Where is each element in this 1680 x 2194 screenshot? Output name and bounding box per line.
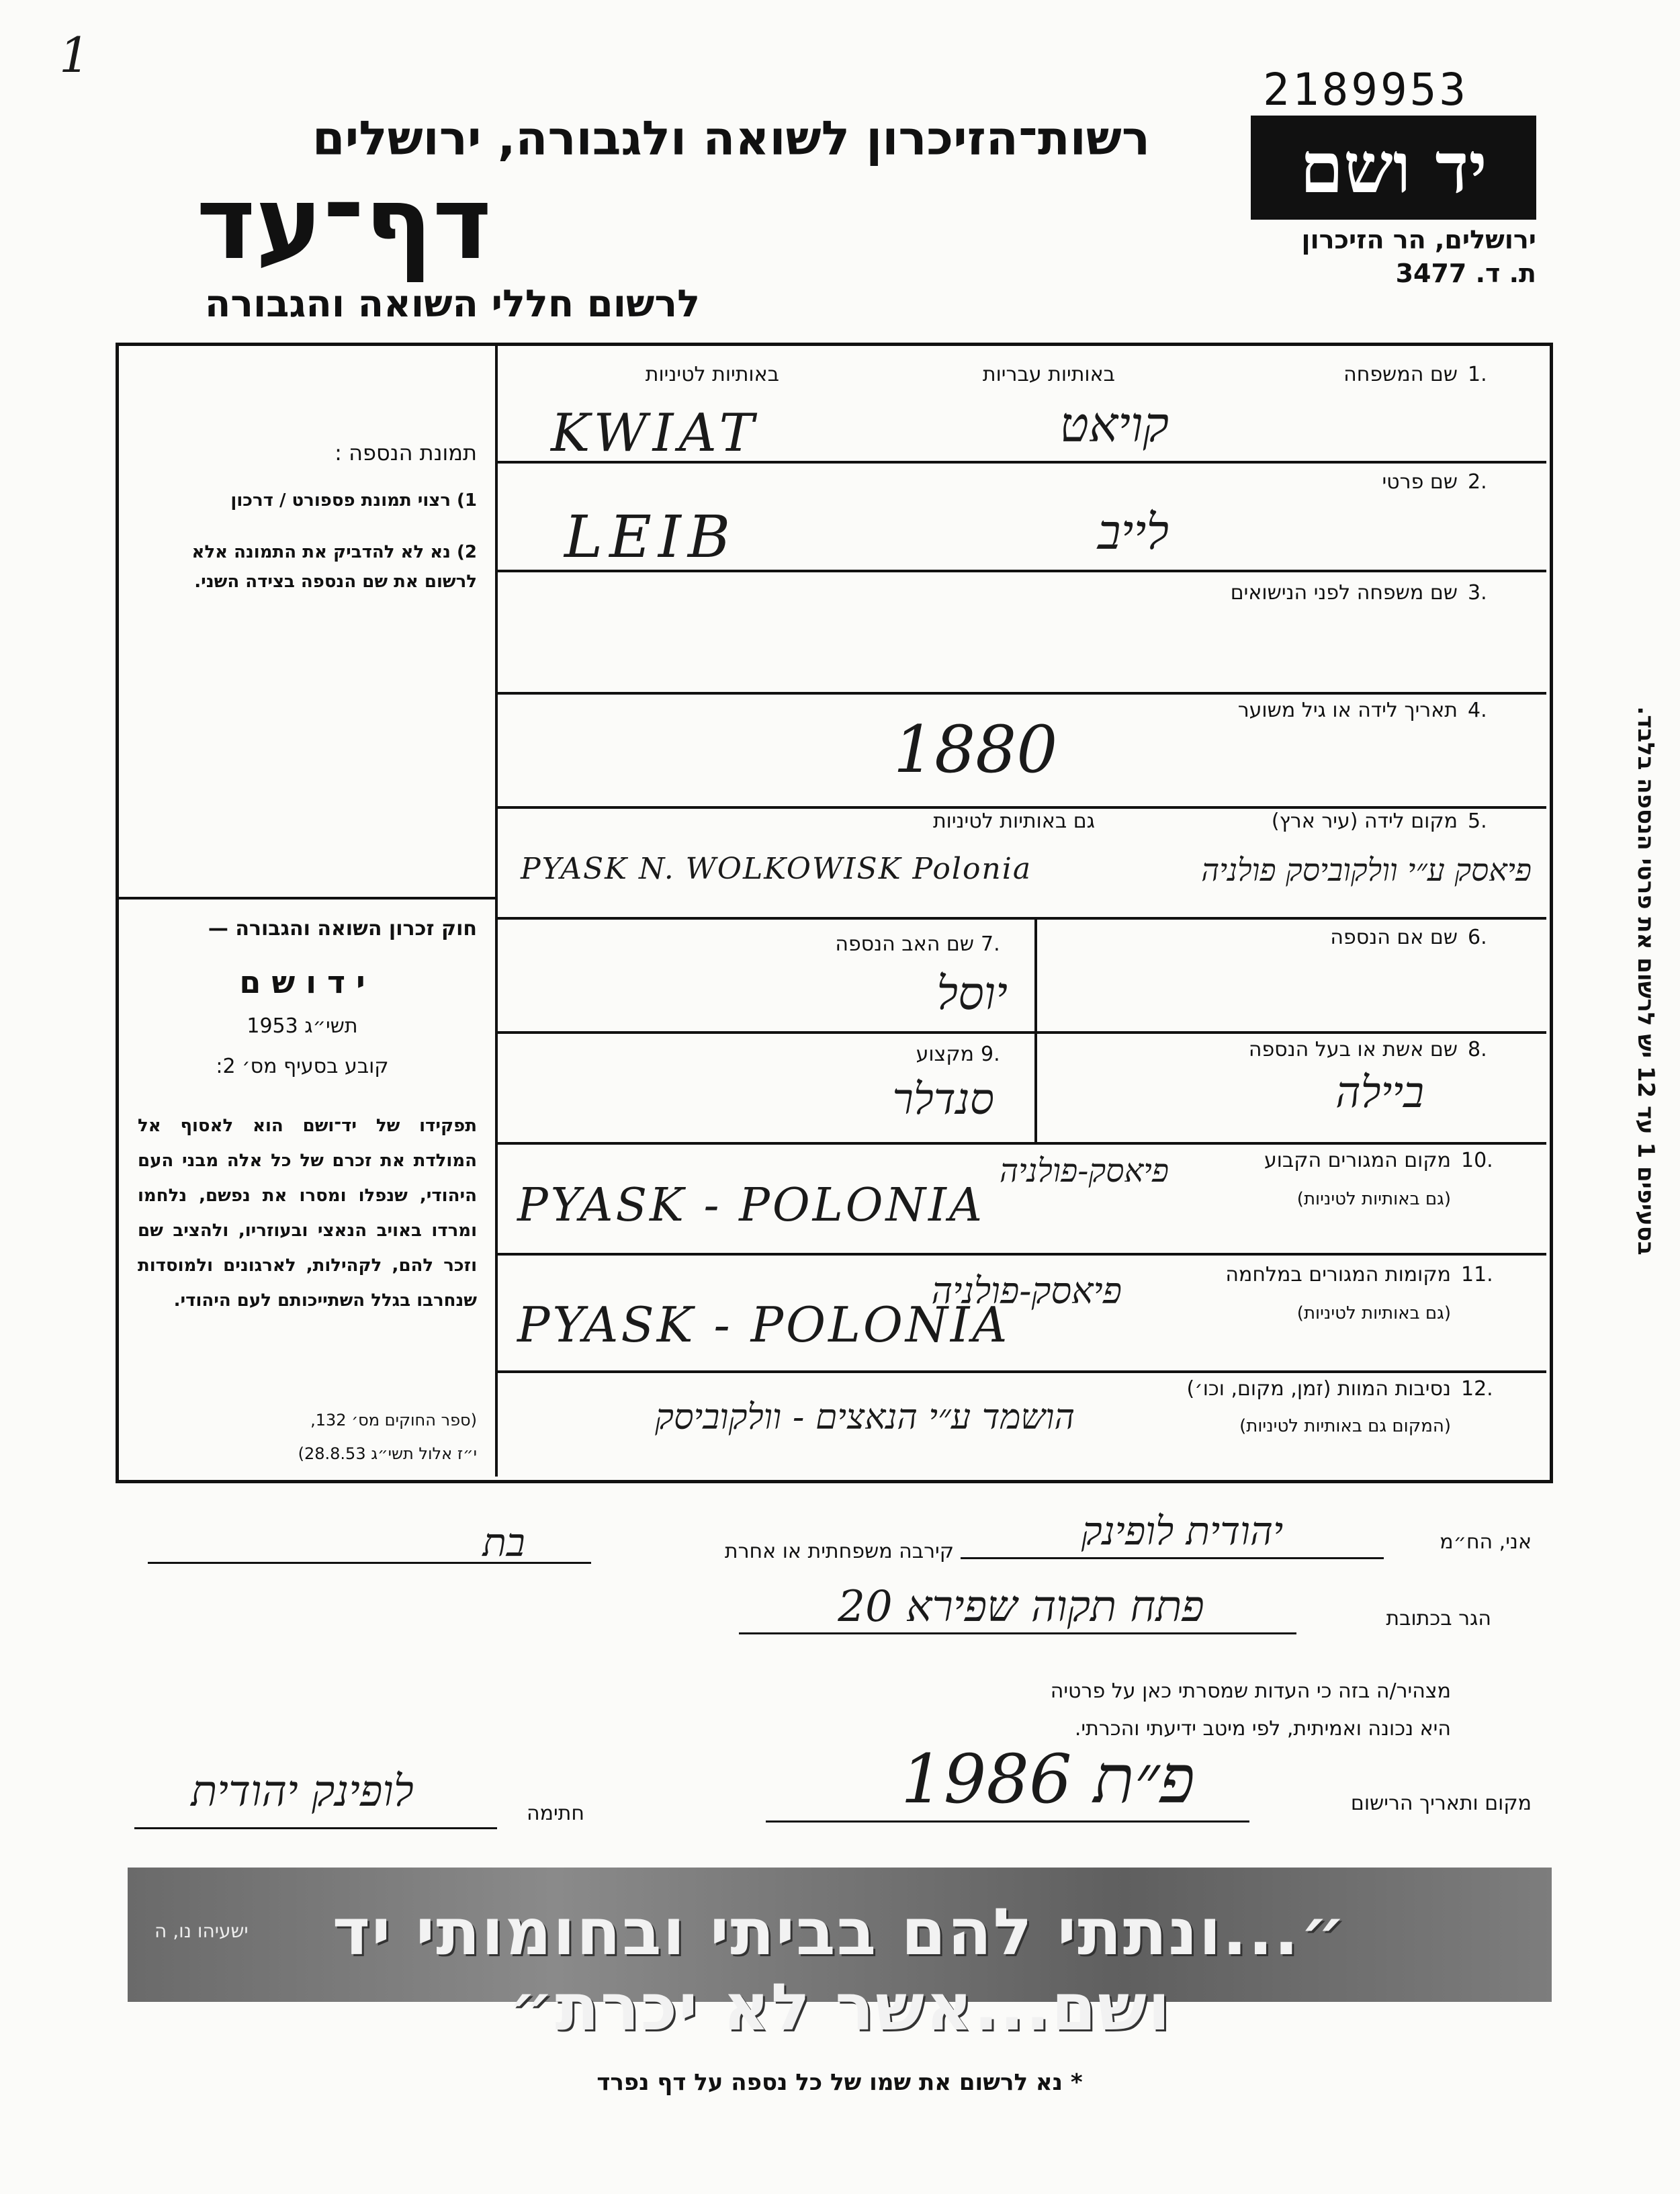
latin-letters-header: באותיות לטיניות <box>645 363 779 386</box>
yad-vashem-logo <box>1251 116 1536 220</box>
field-1-hebrew-value: קויאט <box>1059 396 1169 453</box>
field-11-note: (גם באותיות לטיניות) <box>1296 1303 1451 1323</box>
field-11-latin-value: PYASK - POLONIA <box>517 1297 1010 1353</box>
field-3-label: שם משפחה לפני הנישואים <box>1230 581 1458 605</box>
field-6-label: שם אם הנספה <box>1330 926 1458 949</box>
field-11-hebrew-value: פיאסק-פולניה <box>931 1270 1122 1312</box>
column-divider <box>1034 917 1037 1142</box>
field-4-value: 1880 <box>893 712 1058 787</box>
field-5-number: 5. <box>1468 809 1487 833</box>
place-date-label: מקום ותאריך הרישום <box>1350 1792 1532 1815</box>
authority-heading: רשות־הזיכרון לשואה ולגבורה, ירושלים <box>312 111 1150 166</box>
row-divider <box>495 1031 1546 1034</box>
law-text: תפקידו של יד־ושם הוא לאסוף אל המולדת את זכרם של כל אלה מבני העם היהודי, שנפלו ומסרו את נפשם, נלחמו ומרדו באויב הנאצי ובעוזריו, ולהציב שם וזכר להם, לקהילות, לארגונים ולמוסדות שנחרבו בגלל השתייכותם לעם היהודי. <box>138 1116 477 1311</box>
declarant-label: אני, הח״מ <box>1440 1530 1532 1554</box>
statement-line-1: מצהיר/ה בזה כי העדות שמסרתי כאן על פרטיה <box>1050 1679 1451 1703</box>
relation-label: קירבה משפחתית או אחרת <box>724 1540 954 1563</box>
field-11-number: 11. <box>1461 1263 1493 1286</box>
record-number: 2189953 <box>1263 64 1469 116</box>
footer-note: * נא לרשום את שמו של כל נספה על דף נפרד <box>596 2069 1083 2096</box>
field-8-label: שם אשת או בעל הנספה <box>1248 1038 1458 1061</box>
subtitle: לרשום חללי השואה והגבורה <box>204 282 700 326</box>
field-2-latin-value: LEIB <box>564 504 738 571</box>
declarant-name-line <box>961 1557 1384 1559</box>
field-1-label: שם המשפחה <box>1343 363 1458 386</box>
field-2-hebrew-value: לייב <box>1097 504 1169 560</box>
field-10-latin-value: PYASK - POLONIA <box>517 1179 985 1232</box>
field-7-label: שם האב הנספה <box>835 932 974 956</box>
row-divider <box>495 1370 1546 1373</box>
row-divider <box>495 1142 1546 1145</box>
field-1-number: 1. <box>1468 363 1487 386</box>
field-2-label: שם פרטי <box>1382 470 1458 494</box>
side-divider <box>116 897 495 899</box>
law-title: חוק זכרון השואה והגבורה — <box>208 917 477 940</box>
field-12-note: (המקום גם באותיות לטיניות) <box>1239 1416 1451 1436</box>
quote-banner <box>128 1868 1552 2045</box>
law-ref-2: י״ז אלול תשי״ג 28.8.53) <box>298 1444 477 1463</box>
place-date-line <box>766 1820 1249 1823</box>
banner-source: ישעיהו נו, ה <box>154 1920 249 1942</box>
field-9-label: מקצוע <box>916 1043 974 1066</box>
place-date-value: פ״ת 1986 <box>901 1740 1195 1818</box>
signature: לופינק יהודית <box>191 1767 414 1816</box>
page-title: דף־עד <box>196 165 492 282</box>
field-10-note: (גם באותיות לטיניות) <box>1296 1189 1451 1209</box>
field-12-label: נסיבות המוות (זמן, מקום, וכו׳) <box>1186 1377 1451 1401</box>
law-ref-1: (ספר החוקים מס׳ 132, <box>310 1411 477 1430</box>
address-line-2: ת. ד. 3477 <box>1395 259 1536 288</box>
field-1-latin-value: KWIAT <box>551 403 760 464</box>
signature-label: חתימה <box>526 1802 584 1825</box>
field-11-label: מקומות המגורים במלחמה <box>1225 1263 1451 1286</box>
photo-note-1: 1) רצוי תמונת פספורט / דרכון <box>230 490 477 511</box>
row-divider <box>495 692 1546 695</box>
field-5-label: מקום לידה (עיר ארץ) <box>1271 809 1458 833</box>
field-5-hebrew-value: פיאסק ע״י וולקוביסק פולניה <box>1201 852 1532 888</box>
field-7-number: 7. <box>981 932 1000 956</box>
field-6-number: 6. <box>1468 926 1487 949</box>
statement-line-2: היא נכונה ואמיתית, לפי מיטב ידיעתי והכרתי. <box>1074 1717 1451 1741</box>
banner-quote: ״...ונתתי להם בביתי ובחומותי יד ושם...אשר לא יכרת״ <box>332 1894 1347 2045</box>
law-year: תשי״ג 1953 <box>247 1014 358 1038</box>
field-4-number: 4. <box>1468 699 1487 722</box>
corner-mark: 1 <box>59 27 90 83</box>
row-divider <box>495 1253 1546 1256</box>
declarant-name: יהודית לופינק <box>1081 1508 1284 1554</box>
field-4-label: תאריך לידה או גיל משוער <box>1237 699 1458 722</box>
side-instruction-note: בסעיפים 1 עד 12 יש לרשום את פרטי הנספה בלבד. <box>1632 706 1659 1256</box>
photo-note-2: 2) נא לא להדביק את התמונה אלא לרשום את שם הנספה בצידה השני. <box>191 542 477 592</box>
field-12-value: הושמד ע״י הנאצים - וולקוביסק <box>655 1397 1075 1438</box>
field-10-number: 10. <box>1461 1149 1493 1172</box>
field-9-number: 9. <box>981 1043 1000 1066</box>
signature-line <box>134 1827 497 1829</box>
field-5-latin-value: PYASK N. WOLKOWISK Polonia <box>521 852 1032 886</box>
address-line-1: ירושלים, הר הזיכרון <box>1301 225 1536 255</box>
field-10-hebrew-value: פיאסק-פולניה <box>1000 1152 1169 1190</box>
relation-value: בת <box>482 1520 525 1565</box>
field-7-value: יוסל <box>936 967 1008 1020</box>
field-12-number: 12. <box>1461 1377 1493 1401</box>
row-divider <box>495 806 1546 809</box>
field-8-value: ביילה <box>1335 1068 1424 1118</box>
field-3-number: 3. <box>1468 581 1487 605</box>
hebrew-letters-header: באותיות עבריות <box>982 363 1115 386</box>
law-name: י ד ו ש ם <box>239 964 365 1000</box>
field-5-latin-note: גם באותיות לטיניות <box>932 809 1095 833</box>
field-9-value: סנדלר <box>892 1075 994 1125</box>
row-divider <box>495 917 1546 920</box>
field-8-number: 8. <box>1468 1038 1487 1061</box>
law-section: קובע בסעיף מס׳ 2: <box>216 1055 389 1078</box>
field-10-label: מקום המגורים הקבוע <box>1264 1149 1451 1172</box>
address-line <box>739 1632 1296 1634</box>
address-value: פתח תקוה שפירא 20 <box>838 1582 1204 1632</box>
logo-text: יד ושם <box>1300 126 1487 209</box>
photo-title: תמונת הנספה : <box>335 440 477 466</box>
address-label: הגר בכתובת <box>1386 1607 1491 1630</box>
field-2-number: 2. <box>1468 470 1487 494</box>
